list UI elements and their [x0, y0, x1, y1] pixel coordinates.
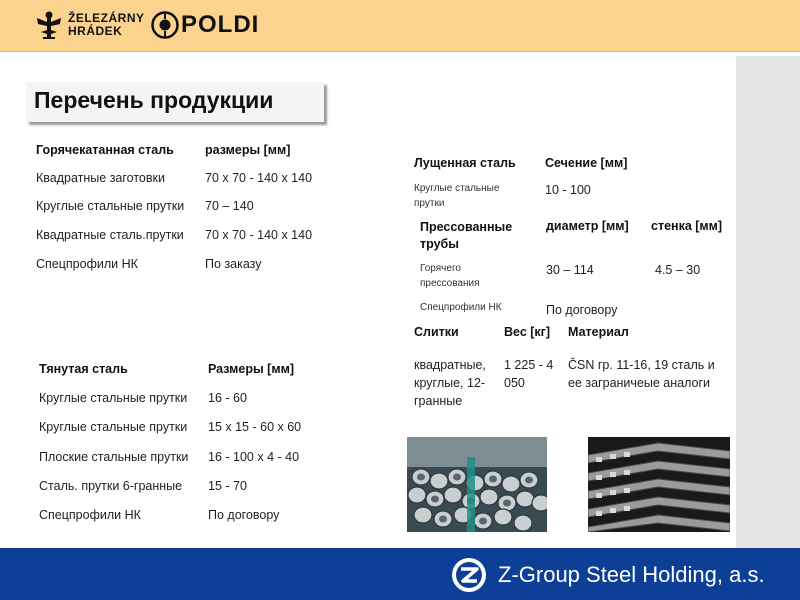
table-cell-size: По заказу	[205, 257, 262, 271]
z-group-logo-icon	[450, 556, 488, 594]
table-cell-name: Горячего прессования	[420, 263, 480, 289]
table-header-wall: стенка [мм]	[651, 219, 723, 233]
table-cell-size: 15 x 15 - 60 x 60	[208, 420, 302, 434]
table-cell-size: 70 x 70 - 140 x 140	[205, 171, 313, 185]
header-bar	[0, 0, 800, 52]
table-cell-weight: 1 225 - 4 050	[504, 358, 554, 390]
side-strip	[736, 56, 800, 548]
logo-line-1: ŽELEZÁRNY	[68, 11, 145, 25]
table-cell-size: 16 - 60	[208, 391, 247, 405]
table-cell-name: Сталь. прутки 6-гранные	[39, 479, 183, 493]
logo-line-2: HRÁDEK	[68, 24, 123, 38]
table-header-diameter: диаметр [мм]	[546, 219, 629, 233]
table-cell-size: 15 - 70	[208, 479, 247, 493]
table-cell-name: Квадратные заготовки	[36, 171, 165, 185]
table-cell-name: Круглые стальные прутки	[39, 391, 188, 405]
table-cell-size: 70 x 70 - 140 x 140	[205, 228, 313, 242]
table-header-name: Прессованные трубы	[420, 220, 513, 251]
table-cell-name: Круглые стальные прутки	[39, 420, 188, 434]
table-cell-size: По договору	[208, 508, 280, 522]
table-cell-name: Спецпрофили НК	[36, 257, 138, 271]
page-title: Перечень продукции	[34, 87, 274, 113]
table-cell-name: Квадратные сталь.прутки	[36, 228, 184, 242]
steel-bars-photo	[588, 437, 730, 532]
table-cell-name: Спецпрофили НК	[420, 302, 502, 313]
table-cell-size: 70 – 140	[205, 199, 254, 213]
table-cell-material: ČSN гр. 11-16, 19 сталь и ее заграничеые аналоги	[568, 358, 715, 390]
table-header-size: Сечение [мм]	[545, 156, 628, 170]
table-header-size: размеры [мм]	[205, 143, 291, 157]
table-cell-shape: квадратные, круглые, 12-гранные	[414, 358, 486, 408]
table-cell-name: Круглые стальные прутки	[414, 183, 500, 209]
table-cell-name: Круглые стальные прутки	[36, 199, 185, 213]
table-header-weight: Вес [кг]	[504, 325, 551, 339]
poldi-seal-icon	[151, 11, 179, 39]
table-cell-size: 16 - 100 x 4 - 40	[208, 450, 300, 464]
title-box	[26, 82, 324, 122]
table-header-name: Тянутая сталь	[39, 362, 128, 376]
table-cell-diameter: 30 – 114	[546, 263, 594, 277]
logo-text	[68, 12, 145, 38]
table-cell-wall: 4.5 – 30	[655, 263, 701, 277]
table-cell-size: 10 - 100	[545, 183, 591, 197]
table-cell-diameter: По договору	[546, 303, 618, 317]
table-header-material: Материал	[568, 325, 629, 339]
brand-name: POLDI	[181, 11, 260, 38]
table-header-name: Горячекатанная сталь	[36, 143, 174, 157]
table-header-name: Слитки	[414, 325, 459, 339]
table-header-size: Размеры [мм]	[208, 362, 294, 376]
table-cell-name: Плоские стальные прутки	[39, 450, 189, 464]
table-cell-name: Спецпрофили НК	[39, 508, 141, 522]
eagle-logo-icon	[36, 10, 62, 40]
table-header-name: Лущенная сталь	[414, 156, 516, 170]
company-name: Z-Group Steel Holding, a.s.	[498, 562, 765, 587]
steel-tubes-photo	[407, 437, 547, 532]
